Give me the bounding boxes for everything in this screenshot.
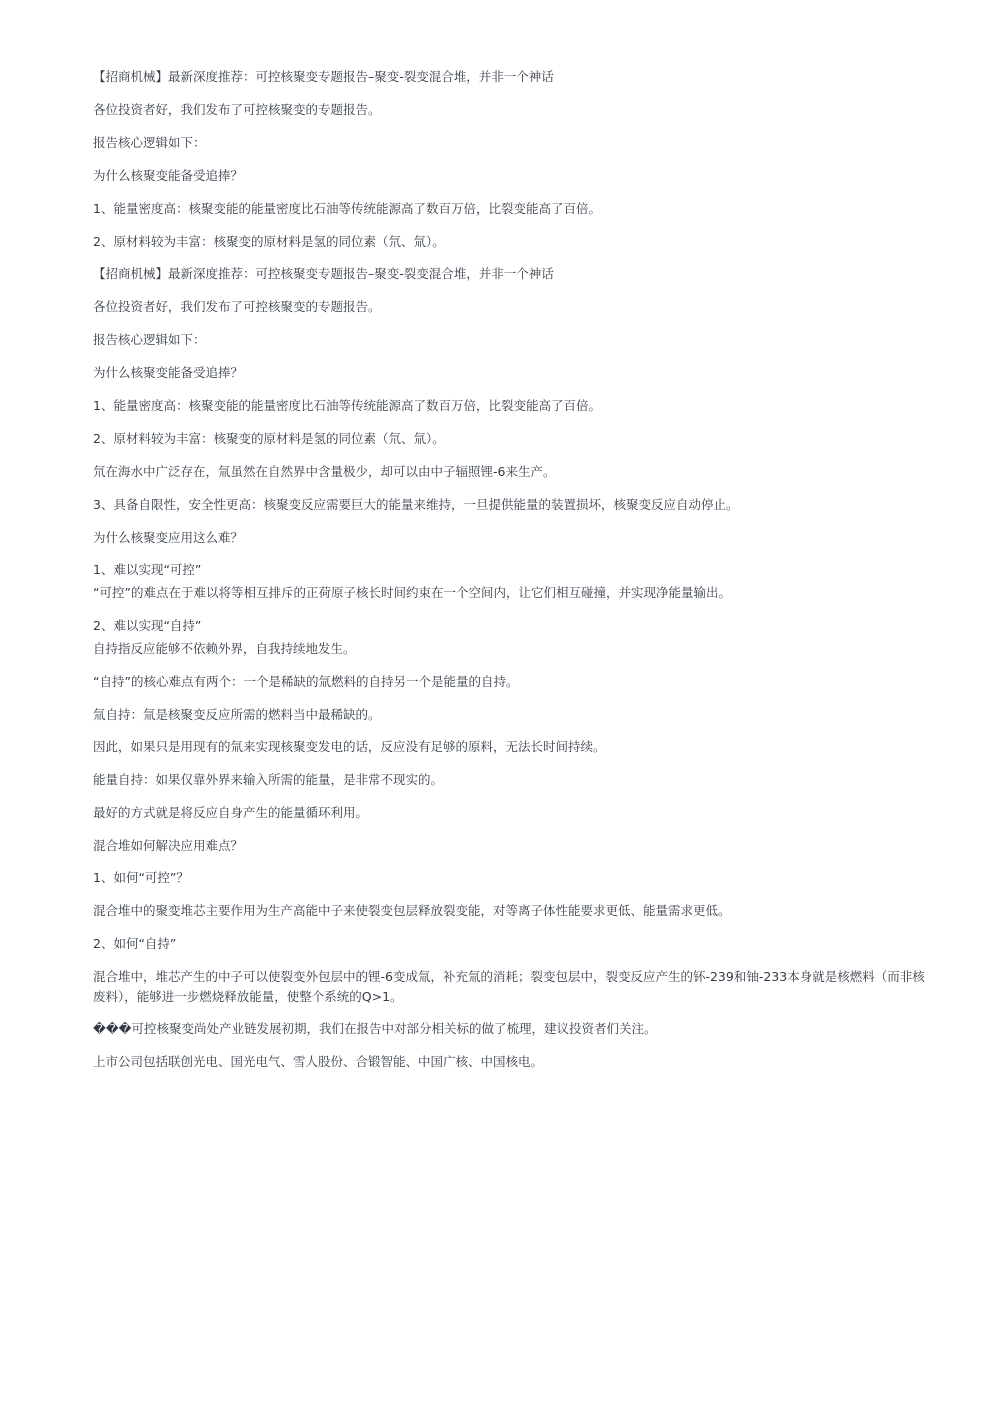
hybrid-self-sustaining-heading: 2、如何“自持” bbox=[93, 936, 177, 951]
section-heading-why-popular-repeat: 为什么核聚变能备受追捧？ bbox=[93, 365, 244, 380]
difficulty-controllable-text: “可控”的难点在于难以将等相互排斥的正荷原子核长时间约束在一个空间内，让它们相互碰撞，并实现净能量输出。 bbox=[93, 585, 731, 600]
deuterium-tritium-note: 氘在海水中广泛存在，氚虽然在自然界中含量极少，却可以由中子辐照锂-6来生产。 bbox=[93, 464, 556, 479]
industry-chain-note: ���可控核聚变尚处产业链发展初期，我们在报告中对部分相关标的做了梳理，建议投资者们关注。 bbox=[93, 1021, 657, 1036]
greeting-paragraph-repeat: 各位投资者好，我们发布了可控核聚变的专题报告。 bbox=[93, 299, 381, 314]
hybrid-self-sustaining-text: 混合堆中，堆芯产生的中子可以使裂变外包层中的锂-6变成氚，补充氚的消耗；裂变包层中，裂变反应产生的钚-239和铀-233本身就是核燃料（而非核废料），能够进一步燃烧释放能量，使整个系统的Q>1。 bbox=[93, 969, 925, 1004]
tritium-consequence: 因此，如果只是用现有的氚来实现核聚变发电的话，反应没有足够的原料，无法长时间持续。 bbox=[93, 739, 606, 754]
document-body bbox=[93, 67, 933, 1072]
report-headline: 【招商机械】最新深度推荐：可控核聚变专题报告–聚变-裂变混合堆，并非一个神话 bbox=[93, 69, 554, 84]
report-headline-repeat: 【招商机械】最新深度推荐：可控核聚变专题报告–聚变-裂变混合堆，并非一个神话 bbox=[93, 266, 554, 281]
hybrid-controllable-heading: 1、如何“可控”？ bbox=[93, 870, 189, 885]
hybrid-controllable-text: 混合堆中的聚变堆芯主要作用为生产高能中子来使裂变包层释放裂变能，对等离子体性能要求更低、能量需求更低。 bbox=[93, 903, 731, 918]
difficulty-self-sustaining-text: 自持指反应能够不依赖外界，自我持续地发生。 bbox=[93, 641, 356, 656]
self-sustaining-core-difficulties: “自持”的核心难点有两个：一个是稀缺的氚燃料的自持另一个是能量的自持。 bbox=[93, 674, 519, 689]
difficulty-controllable-heading: 1、难以实现“可控” bbox=[93, 562, 202, 577]
listed-companies: 上市公司包括联创光电、国光电气、雪人股份、合锻智能、中国广核、中国核电。 bbox=[93, 1054, 544, 1069]
core-logic-heading: 报告核心逻辑如下： bbox=[93, 135, 206, 150]
energy-self-sustaining: 能量自持：如果仅靠外界来输入所需的能量，是非常不现实的。 bbox=[93, 772, 444, 787]
section-heading-hybrid-reactor: 混合堆如何解决应用难点？ bbox=[93, 838, 244, 853]
point-raw-materials: 2、原材料较为丰富：核聚变的原材料是氢的同位素（氘、氚）。 bbox=[93, 234, 445, 249]
section-heading-why-hard: 为什么核聚变应用这么难？ bbox=[93, 530, 244, 545]
section-heading-why-popular: 为什么核聚变能备受追捧？ bbox=[93, 168, 244, 183]
difficulty-self-sustaining-heading: 2、难以实现“自持” bbox=[93, 618, 202, 633]
energy-recycling: 最好的方式就是将反应自身产生的能量循环利用。 bbox=[93, 805, 369, 820]
point-raw-materials-repeat: 2、原材料较为丰富：核聚变的原材料是氢的同位素（氘、氚）。 bbox=[93, 431, 445, 446]
core-logic-heading-repeat: 报告核心逻辑如下： bbox=[93, 332, 206, 347]
tritium-self-sustaining: 氚自持：氚是核聚变反应所需的燃料当中最稀缺的。 bbox=[93, 707, 381, 722]
point-self-limiting: 3、具备自限性，安全性更高：核聚变反应需要巨大的能量来维持，一旦提供能量的装置损坏，核聚变反应自动停止。 bbox=[93, 497, 739, 512]
point-energy-density: 1、能量密度高：核聚变能的能量密度比石油等传统能源高了数百万倍，比裂变能高了百倍。 bbox=[93, 201, 601, 216]
point-energy-density-repeat: 1、能量密度高：核聚变能的能量密度比石油等传统能源高了数百万倍，比裂变能高了百倍。 bbox=[93, 398, 601, 413]
greeting-paragraph: 各位投资者好，我们发布了可控核聚变的专题报告。 bbox=[93, 102, 381, 117]
